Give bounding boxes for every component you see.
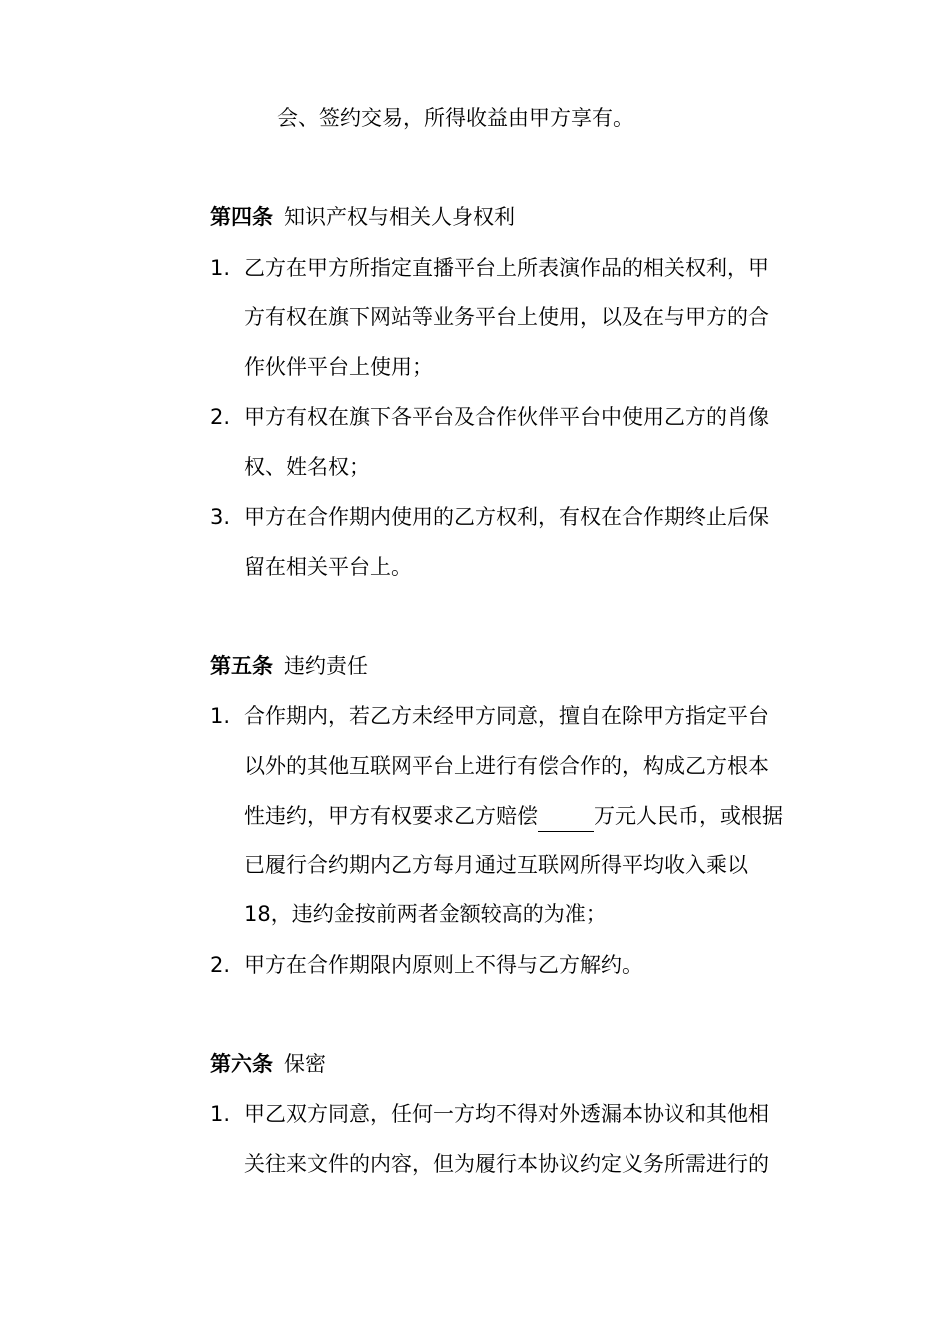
article-6-item-1-line-2: 关往来文件的内容，但为履行本协议约定义务所需进行的 xyxy=(244,1152,769,1176)
article-5-title: 违约责任 xyxy=(284,654,368,678)
article-6-item-1-line-1: 甲乙双方同意，任何一方均不得对外透漏本协议和其他相 xyxy=(244,1102,769,1126)
article-5-item-1-line-5: 18，违约金按前两者金额较高的为准； xyxy=(244,902,607,926)
article-5-item-1-line-3 xyxy=(244,801,783,832)
article-4-item-1-line-1: 乙方在甲方所指定直播平台上所表演作品的相关权利，甲 xyxy=(244,256,769,280)
article-6-title: 保密 xyxy=(284,1052,326,1076)
article-4-item-2-line-2: 权、姓名权； xyxy=(244,455,370,479)
penalty-text-after: 万元人民币，或根据 xyxy=(594,804,783,828)
article-5-item-1-marker: 1. xyxy=(210,704,231,728)
article-6-item-1-marker: 1. xyxy=(210,1102,231,1126)
article-6-heading xyxy=(210,1049,326,1079)
article-4-item-2-line-1: 甲方有权在旗下各平台及合作伙伴平台中使用乙方的肖像 xyxy=(244,405,769,429)
article-4-item-3-line-1: 甲方在合作期内使用的乙方权利，有权在合作期终止后保 xyxy=(244,505,769,529)
penalty-text-before: 性违约，甲方有权要求乙方赔偿 xyxy=(244,804,538,828)
article-6-number: 第六条 xyxy=(210,1052,273,1076)
article-5-item-2-marker: 2. xyxy=(210,953,231,977)
article-5-item-2-line-1: 甲方在合作期限内原则上不得与乙方解约。 xyxy=(244,953,643,977)
article-4-item-1-line-2: 方有权在旗下网站等业务平台上使用，以及在与甲方的合 xyxy=(244,305,769,329)
article-4-item-1-marker: 1. xyxy=(210,256,231,280)
article-4-item-3-marker: 3. xyxy=(210,505,231,529)
article-4-title: 知识产权与相关人身权利 xyxy=(284,205,515,229)
article-4-item-2-marker: 2. xyxy=(210,405,231,429)
article-4-heading xyxy=(210,202,515,232)
article-4-number: 第四条 xyxy=(210,205,273,229)
article-4-item-3-line-2: 留在相关平台上。 xyxy=(244,555,412,579)
article-5-item-1-line-4: 已履行合约期内乙方每月通过互联网所得平均收入乘以 xyxy=(244,853,748,877)
article-4-item-1-line-3: 作伙伴平台上使用； xyxy=(244,355,433,379)
continuation-line: 会、签约交易，所得收益由甲方享有。 xyxy=(277,106,634,130)
article-5-item-1-line-1: 合作期内，若乙方未经甲方同意，擅自在除甲方指定平台 xyxy=(244,704,769,728)
article-5-heading xyxy=(210,651,368,681)
article-5-item-1-line-2: 以外的其他互联网平台上进行有偿合作的，构成乙方根本 xyxy=(244,754,769,778)
penalty-amount-blank xyxy=(538,809,594,832)
article-5-number: 第五条 xyxy=(210,654,273,678)
